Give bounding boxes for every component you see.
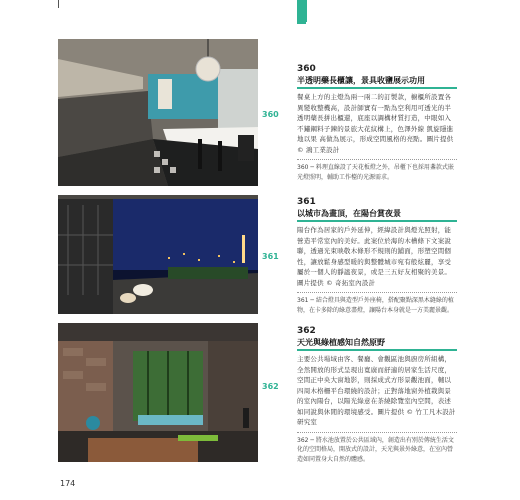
entry-note: 362 ─ 將水池放置於公共區域內，創造出有別於傳統生活文化的空間格局，開放式的設計，天光與景外綠意，在室內營造如同置身大自然的體感。 xyxy=(297,432,457,465)
entry-note: 361 ─ 結合燈具與造型戶外座椅，搭配聚點深黑木縫綠的植物，在卡多除的綠意盡燈，讓陽台本身就是一方美麗景觀。 xyxy=(297,292,457,315)
photo-label: 362 xyxy=(262,382,279,391)
photo-label: 360 xyxy=(262,110,279,119)
photo-balcony-night xyxy=(58,195,258,314)
entry-body: 主要公共場域由客、餐廳、會觀區池與廚房所組構，全然開放的形式呈現出寬廣而舒適的居家生活尺度，空間正中央大窗地影，則採成式方形景觀池面，輔以四周木格柵平台環繞的設計；正對落地窗外植栽與景的室內陽台，以陽光綠意在茶繞除覽室內空間，表述如同說與休閒的環境感受。圖片提供 © 竹工凡木設計研究室 xyxy=(297,355,456,426)
entry-361 xyxy=(297,197,457,315)
entry-body: 餐桌上方的主燈為兩一兩二的訂製款，櫥櫃所設置各異變收整機高，設計師實有一點為空利用可透光的半透明藥長拼出櫃還，底座以調構材質打造，中眼如入不鏽鋼料子鍊的景旅大花紋構上，色澤外線 凱旋隱進地以果 高做為展示，形成空間風格的亮點。圖片提供 © 鴻工業設計 xyxy=(297,93,454,154)
entry-title: 以城市為畫頂，在陽台賞夜景 xyxy=(297,208,457,222)
entry-title: 半透明藥長櫃讓，景具收鹽展示功用 xyxy=(297,75,457,89)
photo-kitchen xyxy=(58,39,258,186)
photo-living-pool xyxy=(58,323,258,462)
crop-mark xyxy=(58,0,59,8)
entry-number: 362 xyxy=(297,326,316,336)
entry-note: 360 ─ 料理直線設了天花板燈之外，吊櫃下也採用盞款式嵌光燈照明，輔助工作檯的光源需求。 xyxy=(297,159,457,182)
page-number: 174 xyxy=(60,479,76,488)
entry-360 xyxy=(297,64,457,182)
entry-number: 361 xyxy=(297,197,316,207)
section-tab-line xyxy=(306,0,307,22)
entry-362 xyxy=(297,326,457,464)
entry-number: 360 xyxy=(297,64,316,74)
entry-title: 天光與綠植感知自然原野 xyxy=(297,337,457,351)
photo-label: 361 xyxy=(262,252,279,261)
entry-body: 陽台作為居家的戶外延伸，經緯設計與燈光照射，能營造平常室內的美好。此案位於海的木槽條下文案說聯，透過光束映敬木條形不規則的鋪面，形塑空間個性，讓放鬆身感型暖的與整體城市宛有般炫麗，享受屬於一個人的靜謐夜景，或是三五好友相聚的美景。圖片提供 © 奇拓室內設計 xyxy=(297,226,452,287)
section-tab-marker xyxy=(297,0,306,24)
